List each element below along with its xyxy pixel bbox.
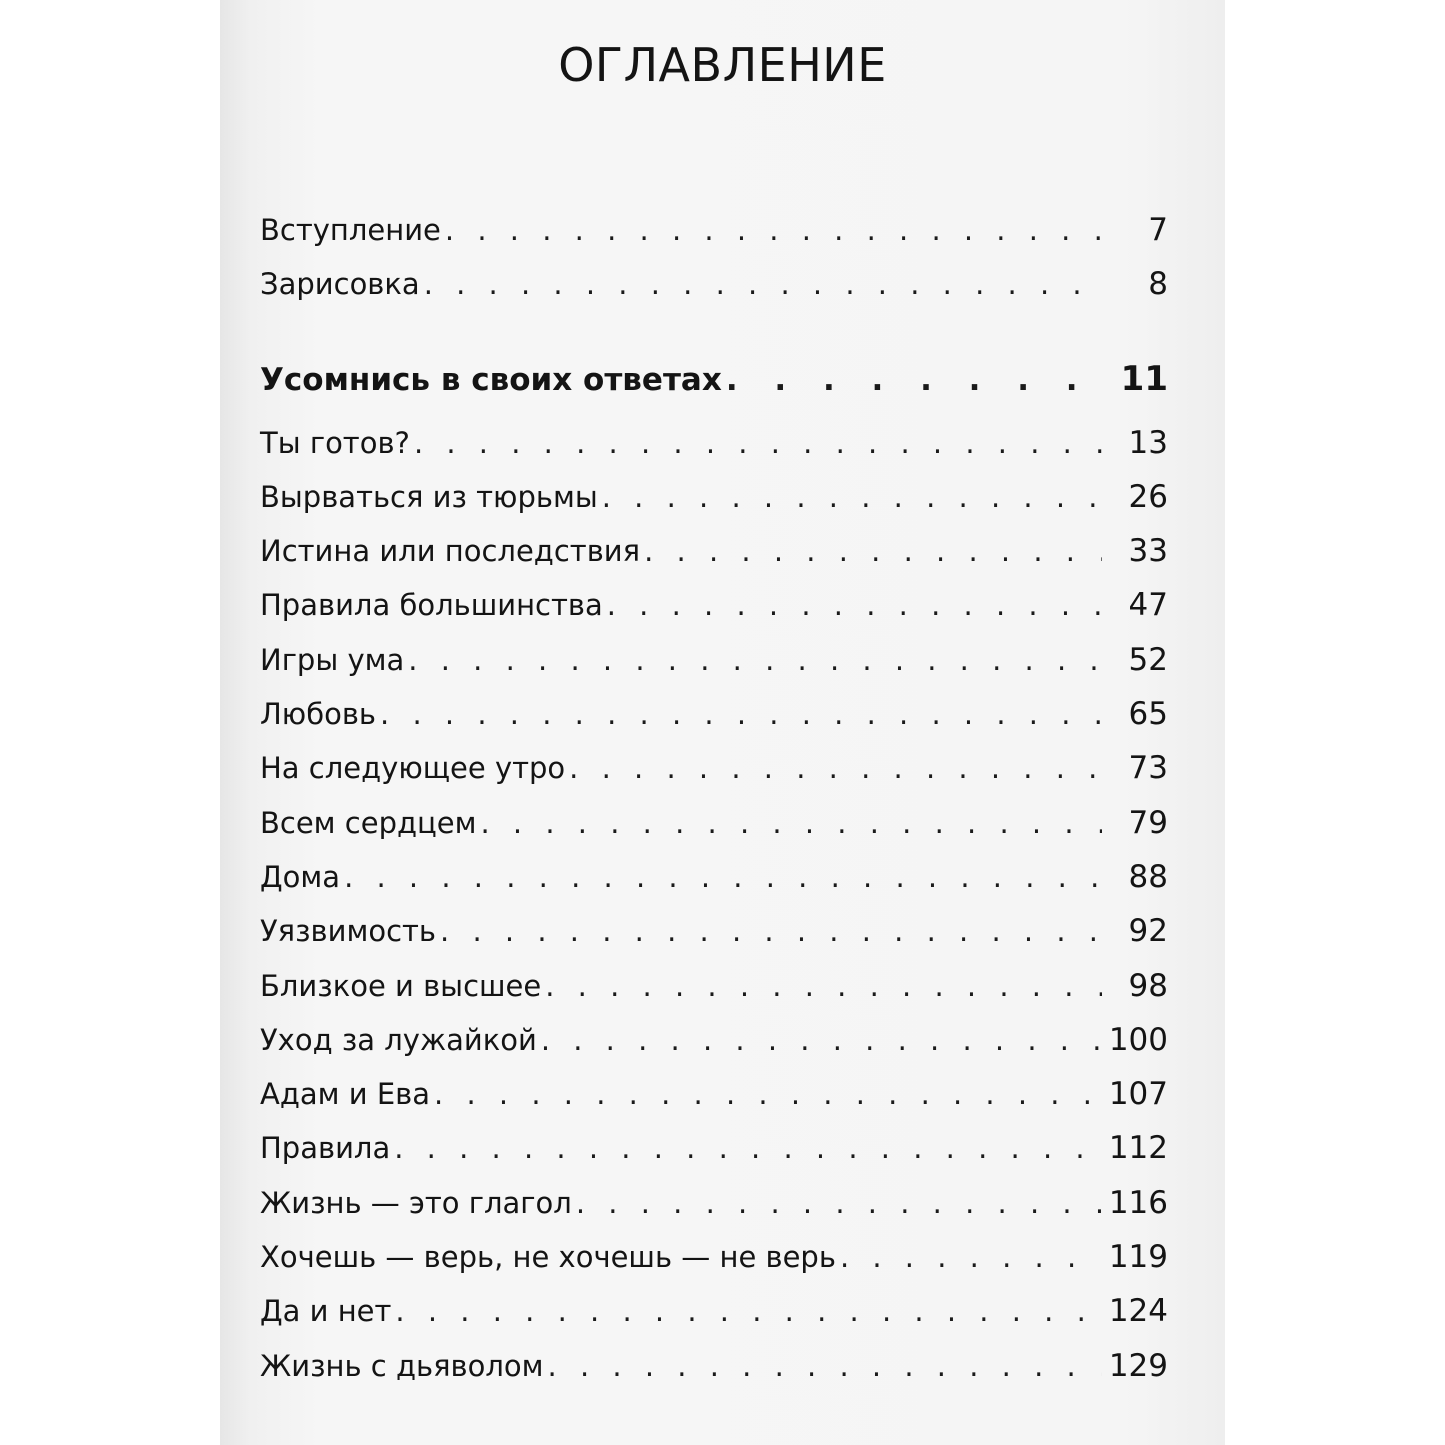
toc-entry-page-number: 52 (1128, 641, 1168, 678)
toc-entry-page-number: 13 (1128, 424, 1168, 461)
toc-entry-label: Вступление (260, 213, 441, 247)
dot-leader (424, 267, 1102, 301)
toc-entry-page-number: 112 (1108, 1130, 1168, 1167)
toc-entry (260, 1293, 1168, 1347)
table-of-contents (260, 212, 1168, 1402)
dot-leader (545, 969, 1102, 1003)
toc-entry (260, 1348, 1168, 1402)
toc-entry-page-number: 129 (1108, 1347, 1168, 1384)
toc-entry (260, 1239, 1168, 1293)
dot-leader (541, 1023, 1102, 1057)
toc-entry-label: На следующее утро (260, 751, 566, 786)
toc-entry-page-number: 8 (1148, 266, 1168, 303)
toc-entry (260, 968, 1168, 1022)
toc-entry-label: Уязвимость (260, 914, 437, 949)
toc-entry-label: Жизнь — это глагол (260, 1185, 572, 1220)
dot-leader (394, 1131, 1102, 1165)
toc-entry-page-number: 100 (1108, 1021, 1168, 1058)
toc-entry-label: Вырваться из тюрьмы (260, 479, 598, 514)
toc-entry-label: Всем сердцем (260, 805, 477, 840)
toc-entry (260, 642, 1168, 696)
dot-leader (344, 860, 1102, 894)
toc-entry-label: Зарисовка (260, 267, 420, 302)
toc-entry-intro (260, 212, 1168, 266)
toc-entry (260, 1022, 1168, 1076)
toc-part-page-number: 11 (1120, 358, 1168, 399)
toc-part-heading (260, 359, 1168, 425)
toc-entry-label: Ты готов? (260, 425, 410, 460)
toc-entry-label: Правила большинства (260, 588, 603, 623)
toc-entry-page-number: 65 (1128, 696, 1168, 733)
toc-entry-page-number: 73 (1128, 750, 1168, 787)
toc-entry-page-number: 98 (1128, 967, 1168, 1004)
toc-entry-page-number: 47 (1128, 587, 1168, 624)
toc-entry (260, 533, 1168, 587)
toc-entry (260, 425, 1168, 479)
toc-entry-label: Хочешь — верь, не хочешь — не верь (260, 1240, 836, 1275)
dot-leader (602, 480, 1102, 514)
dot-leader (440, 914, 1102, 948)
dot-leader (726, 362, 1102, 398)
toc-entry (260, 479, 1168, 533)
page-title: ОГЛАВЛЕНИЕ (558, 38, 887, 92)
dot-leader (480, 806, 1102, 840)
toc-entry-page-number: 107 (1108, 1076, 1168, 1113)
toc-entry-page-number: 124 (1108, 1293, 1168, 1330)
book-page (220, 0, 1225, 1445)
toc-entry (260, 1076, 1168, 1130)
toc-entry (260, 696, 1168, 750)
toc-entry-label: Игры ума (260, 642, 405, 677)
toc-entry-label: Правила (260, 1131, 391, 1166)
toc-entry-page-number: 33 (1128, 533, 1168, 570)
toc-entry-label: Да и нет (260, 1294, 392, 1329)
toc-entry-label: Жизнь с дьяволом (260, 1348, 544, 1383)
toc-entry-label: Близкое и высшее (260, 968, 542, 1003)
dot-leader (569, 751, 1102, 785)
toc-entry (260, 1130, 1168, 1184)
dot-leader (414, 426, 1102, 460)
dot-leader (548, 1349, 1102, 1383)
toc-entry-page-number: 92 (1128, 913, 1168, 950)
toc-entry-page-number: 26 (1128, 478, 1168, 515)
toc-entry (260, 750, 1168, 804)
toc-entry-label: Уход за лужайкой (260, 1022, 537, 1057)
toc-entry-page-number: 119 (1108, 1239, 1168, 1276)
toc-entry (260, 1185, 1168, 1239)
dot-leader (607, 588, 1102, 622)
dot-leader (644, 534, 1102, 568)
dot-leader (434, 1077, 1102, 1111)
dot-leader (395, 1294, 1102, 1328)
dot-leader (840, 1240, 1102, 1274)
toc-part-label: Усомнись в своих ответах (260, 361, 722, 398)
dot-leader (445, 213, 1102, 247)
toc-entry (260, 913, 1168, 967)
dot-leader (408, 643, 1102, 677)
toc-entry-label: Истина или последствия (260, 534, 641, 569)
toc-entry-page-number: 88 (1128, 858, 1168, 895)
toc-entry-label: Адам и Ева (260, 1077, 431, 1112)
toc-entry-page-number: 116 (1108, 1184, 1168, 1221)
toc-entry-label: Дома (260, 859, 341, 894)
toc-entry (260, 859, 1168, 913)
toc-entry-label: Любовь (260, 697, 377, 732)
dot-leader (380, 697, 1102, 731)
toc-entry (260, 587, 1168, 641)
toc-entry-page-number: 7 (1148, 212, 1168, 248)
toc-entry-sketch (260, 266, 1168, 320)
toc-entry-page-number: 79 (1128, 804, 1168, 841)
toc-entry (260, 805, 1168, 859)
dot-leader (576, 1186, 1102, 1220)
